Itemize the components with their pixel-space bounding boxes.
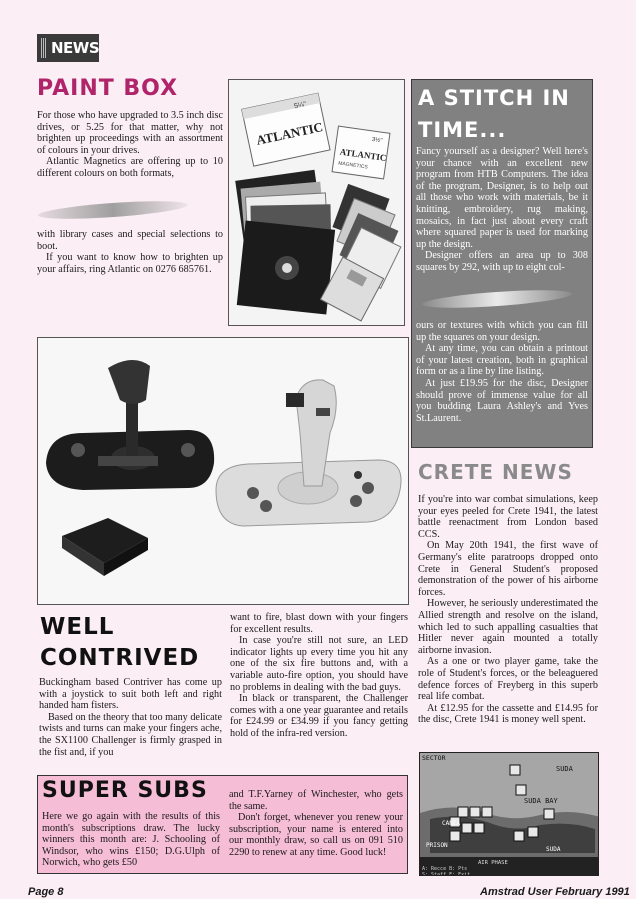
joystick-photo	[37, 337, 409, 605]
well-contrived-text-b	[230, 612, 408, 740]
paragraph: For those who have upgraded to 3.5 inch disc drives, or 5.25 for that matter, why not brighten up proceedings with an assortment of colours in your drives.	[37, 110, 223, 156]
paint-box-title: PAINT BOX	[37, 76, 179, 101]
paragraph: Buckingham based Contriver has come up with a joystick to suit both left and right handed ham fisters.	[39, 677, 222, 712]
paragraph: If you're into war combat simulations, keep your eyes peeled for Crete 1941, the latest battle reenactment from London based CCS.	[418, 494, 598, 540]
paragraph: At any time, you can obtain a printout of your latest creation, both in graphical form or as a line by line listing.	[416, 343, 588, 378]
paragraph: Fancy yourself as a designer? Well here's your chance with an excellent new program from HTB Computers. The idea of the program, Designer, is to help out all those who work with materials, be it knitting, embroidery, rug making, mosaics, in fact just about every craft where squared paper is used for marking up the design.	[416, 146, 588, 250]
prison-label: PRISON	[426, 842, 448, 849]
paragraph: and T.F.Yarney of Winchester, who gets the same.	[229, 789, 403, 812]
super-subs-text-a	[42, 811, 220, 869]
magazine-issue: Amstrad User February 1991	[480, 886, 630, 898]
news-badge: NEWS	[37, 34, 99, 62]
stitch-text-a	[416, 146, 588, 274]
well-contrived-title	[40, 612, 199, 674]
disk-box-size: 5¼"	[293, 100, 307, 111]
paragraph: As a one or two player game, take the role of Student's forces, or the beleaguered defence forces of Freyberg in this superb real life combat.	[418, 656, 598, 703]
status-line-b: S: Staff E: Exit	[422, 872, 471, 876]
page-number: Page 8	[28, 886, 64, 898]
disk-box-small-brand: ATLANTIC	[339, 146, 388, 164]
stitch-text-b	[416, 320, 588, 424]
decorative-swoosh	[38, 198, 189, 222]
suda-label: SUDA	[556, 765, 573, 773]
sector-label: SECTOR	[422, 754, 446, 762]
well-contrived-text-a	[39, 677, 222, 758]
crete-news-text	[418, 494, 598, 726]
disk-box-small-label: MAGNETICS	[337, 160, 369, 171]
paint-box-text-b	[37, 229, 223, 275]
title-line-1: WELL	[40, 614, 115, 640]
paragraph: Here we go again with the results of this month's subscriptions draw. The lucky winners this month are: J. Schooling of Windsor, who wins £150; D.G.Ulph of Norwich, who gets £50	[42, 811, 220, 869]
super-subs-title: SUPER SUBS	[42, 778, 208, 803]
paragraph: ours or textures with which you can fill up the squares on your design.	[416, 320, 588, 343]
game-map	[420, 753, 599, 876]
paragraph: Don't forget, whenever you renew your subscription, your name is entered into our monthly draw, so call us on 091 510 2290 to renew at any time. Good luck!	[229, 812, 403, 858]
stitch-in-time-title: A STITCH IN TIME...	[418, 86, 570, 142]
paragraph: Based on the theory that too many delicate twists and turns can make your fingers ache, the SX1100 Challenger is firmly grasped in the fist and, if you	[39, 711, 222, 758]
paragraph: On May 20th 1941, the first wave of Germany's elite paratroops dropped onto Crete in General Student's proposed demonstration of the power of his airborne forces.	[418, 540, 598, 598]
floppy-disks-illustration	[229, 80, 405, 326]
paragraph: At £12.95 for the cassette and £14.95 for the disc, Crete 1941 is money well spent.	[418, 702, 598, 726]
disk-box-small-size: 3½"	[371, 136, 383, 145]
paragraph: want to fire, blast down with your fingers for excellent results.	[230, 612, 408, 635]
paragraph: In case you're still not sure, an LED indicator lights up every time you hit any one of the six fire buttons and, with a variable auto-fire option, you should have no problems in dealing with the bad guys.	[230, 635, 408, 693]
joysticks-illustration	[38, 338, 409, 605]
suda-label-2: SUDA	[546, 846, 561, 853]
super-subs-text-b	[229, 789, 403, 859]
paragraph: Atlantic Magnetics are offering up to 10 different colours on both formats,	[37, 156, 223, 179]
phase-label: AIR PHASE	[478, 860, 508, 866]
crete-news-title: CRETE NEWS	[418, 460, 573, 484]
canea-label: CANEA	[442, 820, 461, 827]
disk-box-brand: ATLANTIC	[254, 119, 325, 148]
paragraph: Designer offers an area up to 308 squares by 292, with up to eight col-	[416, 250, 588, 273]
paint-box-text-a	[37, 110, 223, 180]
suda-bay-label: SUDA BAY	[524, 797, 558, 805]
paragraph: At just £19.95 for the disc, Designer should prove of immense value for all you budding Laura Ashley's and Yves St.Laurent.	[416, 377, 588, 424]
title-line-2: CONTRIVED	[40, 645, 200, 671]
paragraph: However, he seriously underestimated the Allied strength and resolve on the island, which led to such appalling casualties that Hitler never again mounted a totally airborne invasion.	[418, 598, 598, 656]
floppy-disks-photo	[228, 79, 405, 326]
paragraph: with library cases and special selections to boot.	[37, 229, 223, 252]
crete-1941-game-screenshot	[419, 752, 599, 876]
paragraph: In black or transparent, the Challenger comes with a one year guarantee and retails for £24.99 or £34.99 if you fancy getting hold of the infra-red version.	[230, 693, 408, 739]
status-line-a: A: Recce B: Pts	[422, 866, 468, 872]
paragraph: If you want to know how to brighten up your affairs, ring Atlantic on 0276 685761.	[37, 252, 223, 275]
